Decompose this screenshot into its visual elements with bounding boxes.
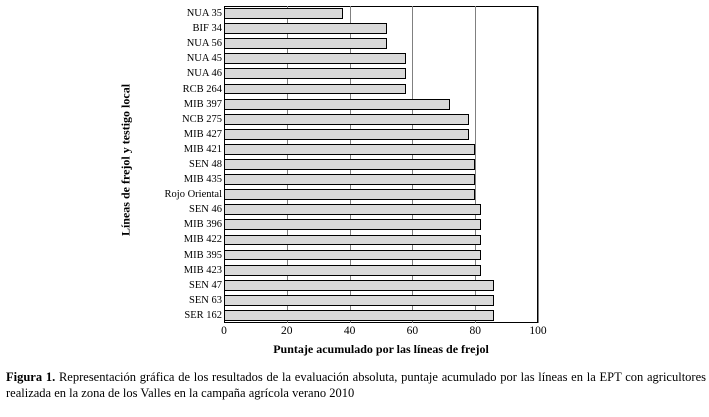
y-tick-label: MIB 423 [183, 264, 222, 276]
y-tick-label: MIB 435 [183, 174, 222, 186]
bar [224, 295, 494, 306]
y-tick-label: NUA 56 [186, 38, 222, 50]
x-tick-label: 80 [469, 325, 481, 337]
bar [224, 129, 469, 140]
bar [224, 8, 343, 19]
x-tick-label: 20 [281, 325, 293, 337]
x-axis-tick-labels [221, 324, 547, 340]
y-tick-label: SER 162 [184, 309, 222, 321]
y-axis-tick-labels [120, 6, 222, 323]
y-tick-label: SEN 46 [189, 204, 222, 216]
y-tick-label: MIB 396 [183, 219, 222, 231]
bar [224, 53, 406, 64]
bar [224, 235, 481, 246]
y-tick-label: MIB 395 [183, 249, 222, 261]
y-tick-label: NCB 275 [182, 113, 222, 125]
x-axis-title: Puntaje acumulado por las líneas de frejol [273, 342, 489, 356]
y-tick-label: MIB 427 [183, 128, 222, 140]
figure-number: Figura 1. [6, 370, 56, 384]
y-tick-label: NUA 45 [186, 53, 222, 65]
bar [224, 250, 481, 261]
y-tick-label: MIB 421 [183, 143, 222, 155]
bar [224, 159, 475, 170]
bar [224, 265, 481, 276]
bar [224, 189, 475, 200]
bar [224, 219, 481, 230]
bars-layer [224, 6, 538, 323]
bar [224, 23, 387, 34]
gridline-100 [538, 6, 539, 323]
y-axis-title-text: Líneas de frejol y testigo local [118, 83, 133, 237]
bar [224, 310, 494, 321]
y-tick-label: BIF 34 [192, 23, 222, 35]
y-tick-label: SEN 47 [189, 279, 222, 291]
x-tick-label: 40 [343, 325, 356, 337]
y-tick-label: MIB 397 [183, 98, 222, 110]
y-tick-label: MIB 422 [183, 234, 222, 246]
figure-caption-text: Representación gráfica de los resultados de la evaluación absoluta, puntaje acumulado por las líneas en la EPT con agricultores realizada en la zona de los Valles en la campaña agrícola verano 2010 [6, 370, 707, 400]
x-tick-label: 60 [406, 325, 419, 337]
divider [0, 362, 709, 363]
bar [224, 99, 450, 110]
y-tick-label: RCB 264 [182, 83, 222, 95]
y-tick-label: Rojo Oriental [164, 189, 222, 201]
y-tick-label: NUA 35 [186, 8, 222, 20]
bar [224, 144, 475, 155]
bar [224, 204, 481, 215]
bar [224, 38, 387, 49]
y-tick-label: SEN 48 [189, 159, 222, 170]
bar [224, 280, 494, 291]
bar [224, 68, 406, 79]
y-tick-label: NUA 46 [186, 68, 222, 80]
y-tick-label: SEN 63 [189, 294, 222, 306]
x-tick-label: 100 [529, 325, 547, 337]
figure-caption [6, 369, 706, 401]
x-tick-label: 0 [221, 325, 227, 337]
bar [224, 114, 469, 125]
bar [224, 174, 475, 185]
bar [224, 84, 406, 95]
